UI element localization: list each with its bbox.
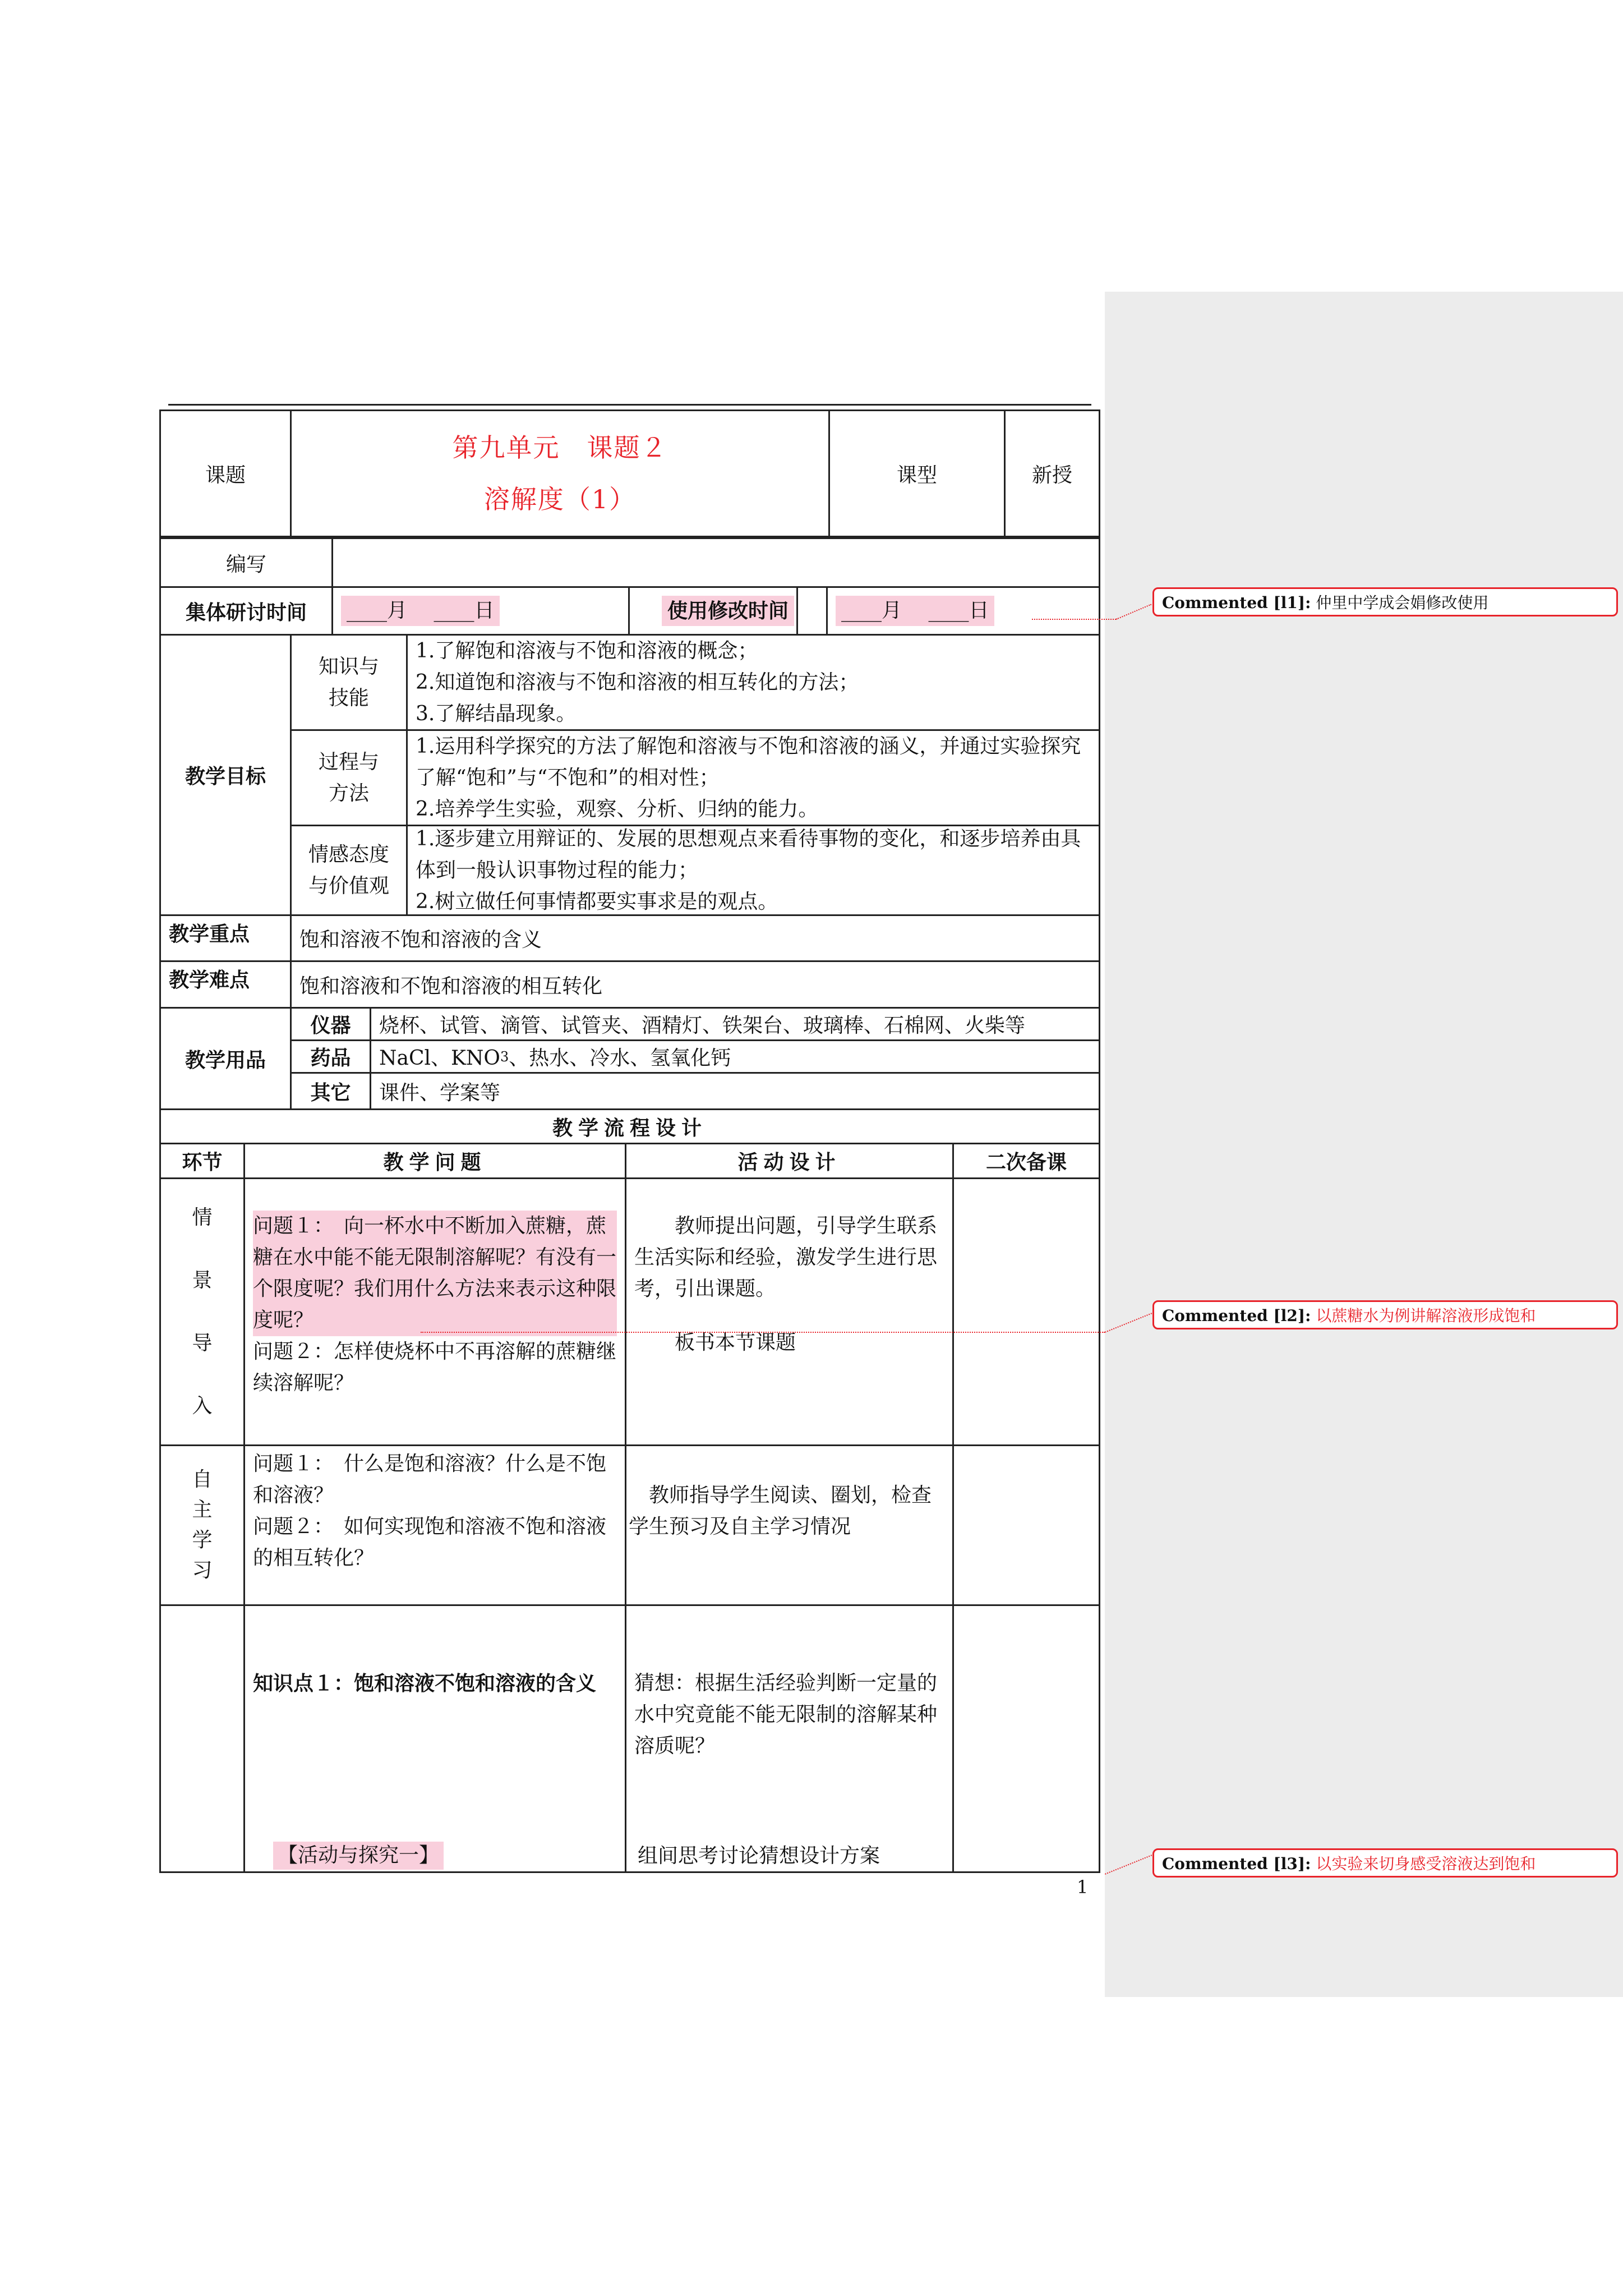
difficulty-label: 教学难点 [159, 960, 292, 1009]
explore-prep [952, 1604, 1100, 1873]
explore-activity [625, 1604, 954, 1873]
objective-items-process [406, 729, 1100, 826]
flow-title: 教学流程设计 [159, 1108, 1100, 1144]
key-points-label: 教学重点 [159, 914, 292, 962]
objective-item: 1.逐步建立用辩证的、发展的思想观点来看待事物的变化，和逐步培养由具体到一般认识事物过程的能力； [416, 827, 1081, 882]
knowledge-point-1: 知识点１：饱和溶液不饱和溶液的含义 [253, 1672, 597, 1695]
objective-item: 2.知道饱和溶液与不饱和溶液的相互转化的方法； [416, 670, 859, 694]
comment-margin-pane [1105, 292, 1623, 1997]
intro-questions [243, 1177, 626, 1446]
objective-category-knowledge: 知识与技能 [290, 634, 408, 731]
author-label: 编写 [159, 537, 333, 588]
group-date: ____月 ____日 [331, 586, 798, 636]
objective-category-process: 过程与方法 [290, 729, 408, 826]
modify-date: ____月 ____日 [826, 586, 1100, 636]
material-value-other: 课件、学案等 [370, 1072, 1100, 1110]
modify-time-label: 使用修改时间 [628, 586, 828, 636]
lesson-title [290, 409, 830, 537]
material-value-reagents: NaCl、KNO 3 、热水、冷水、氢氧化钙 [370, 1039, 1100, 1074]
type-value: 新授 [1004, 409, 1100, 537]
objective-item: 3.了解结晶现象。 [416, 702, 577, 725]
objective-category-attitude: 情感态度与价值观 [290, 825, 408, 916]
objective-item: 1.运用科学探究的方法了解饱和溶液与不饱和溶液的涵义，并通过实验探究了解“饱和”与“不饱和”的相对性； [416, 734, 1081, 789]
stage-intro: 情 景 导 入 [159, 1177, 245, 1446]
self-study-question-2: 问题２： 如何实现饱和溶液不饱和溶液的相互转化？ [253, 1515, 607, 1570]
self-study-activity: 教师指导学生阅读、圈划，检查学生预习及自主学习情况 [625, 1444, 954, 1606]
objectives-label: 教学目标 [159, 634, 292, 916]
author-value [331, 537, 1100, 588]
comment-leader-2 [421, 1332, 1105, 1333]
lesson-title-line2: 溶解度（1） [483, 484, 637, 514]
intro-question-1: 问题１： 向一杯水中不断加入蔗糖，蔗糖在水中能不能无限制溶解呢？有没有一个限度呢？我们用什么方法来表示这种限度呢？ [253, 1211, 617, 1336]
materials-label: 教学用品 [159, 1007, 292, 1110]
objective-item: 2.树立做任何事情都要实事求是的观点。 [416, 890, 778, 913]
self-study-questions [243, 1444, 626, 1606]
comment-2[interactable]: Commented [l2]: 以蔗糖水为例讲解溶液形成饱和 [1152, 1300, 1618, 1329]
flow-header-stage: 环节 [159, 1143, 245, 1179]
intro-question-2: 问题２：怎样使烧杯中不再溶解的蔗糖继续溶解呢？ [253, 1340, 617, 1395]
explore-guess: 猜想：根据生活经验判断一定量的水中究竟能不能无限制的溶解某种溶质呢？ [634, 1672, 938, 1757]
material-type-reagents: 药品 [290, 1039, 371, 1074]
type-label: 课型 [828, 409, 1006, 537]
self-study-prep [952, 1444, 1100, 1606]
objective-item: 2.培养学生实验，观察、分析、归纳的能力。 [416, 797, 819, 821]
objective-items-attitude [406, 825, 1100, 916]
objective-items-knowledge [406, 634, 1100, 731]
lesson-title-line1: 第九单元 课题２ [452, 432, 668, 463]
activity-explore-title: 【活动与探究一】 [273, 1842, 444, 1870]
intro-prep [952, 1177, 1100, 1446]
comment-3[interactable]: Commented [l3]: 以实验来切身感受溶液达到饱和 [1152, 1848, 1618, 1878]
intro-activity-2: 板书本节课题 [634, 1331, 796, 1354]
material-type-other: 其它 [290, 1072, 371, 1110]
explore-knowledge [243, 1604, 626, 1873]
stage-explore [159, 1604, 245, 1873]
self-study-question-1: 问题１： 什么是饱和溶液？什么是不饱和溶液？ [253, 1452, 607, 1507]
comment-1[interactable]: Commented [l1]: 仲里中学成会娟修改使用 [1152, 587, 1618, 616]
flow-header-prep: 二次备课 [952, 1143, 1100, 1179]
comment-leader-1 [1032, 619, 1116, 620]
stage-self-study: 自 主 学 习 [159, 1444, 245, 1606]
objective-item: 1.了解饱和溶液与不饱和溶液的概念； [416, 639, 758, 662]
material-value-instruments: 烧杯、试管、滴管、试管夹、酒精灯、铁架台、玻璃棒、石棉网、火柴等 [370, 1007, 1100, 1041]
flow-header-question: 教学问题 [243, 1143, 626, 1179]
intro-activity [625, 1177, 954, 1446]
material-type-instruments: 仪器 [290, 1007, 371, 1041]
intro-activity-1: 教师提出问题，引导学生联系生活实际和经验，激发学生进行思考，引出课题。 [634, 1214, 938, 1300]
explore-plan: 组间思考讨论猜想设计方案 [638, 1844, 880, 1867]
difficulty-value: 饱和溶液和不饱和溶液的相互转化 [290, 960, 1100, 1009]
group-time-label: 集体研讨时间 [159, 586, 333, 636]
key-points-value: 饱和溶液不饱和溶液的含义 [290, 914, 1100, 962]
subject-label: 课题 [159, 409, 292, 537]
page-number: 1 [1077, 1876, 1089, 1898]
flow-header-activity: 活动设计 [625, 1143, 954, 1179]
header-rule [168, 404, 1091, 406]
